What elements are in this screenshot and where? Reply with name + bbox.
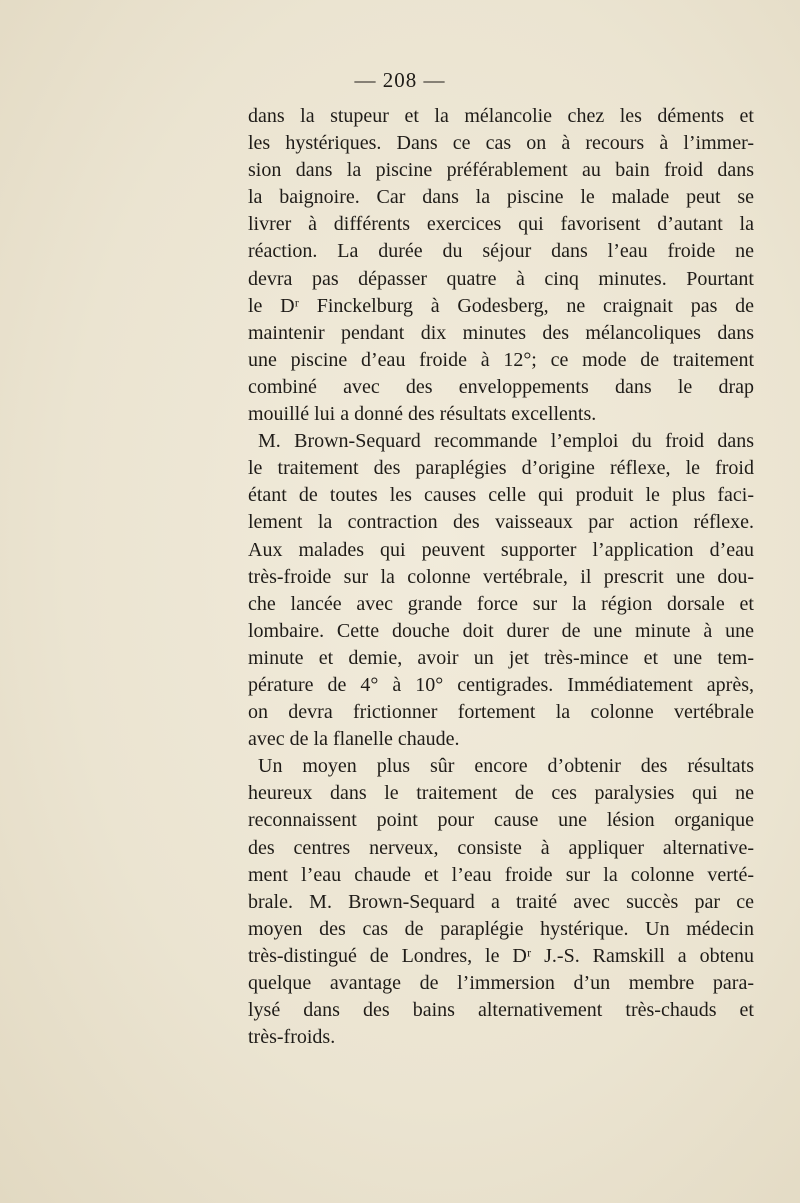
text-line: maintenir pendant dix minutes des mélancoliques dans xyxy=(248,321,754,344)
text-line: livrer à différents exercices qui favorisent d’autant la xyxy=(248,213,754,236)
text-line: des centres nerveux, consiste à appliquer alternative- xyxy=(248,836,754,859)
text-line: le Dʳ Finckelburg à Godesberg, ne craignait pas de xyxy=(248,294,754,317)
text-line: la baignoire. Car dans la piscine le malade peut se xyxy=(248,186,754,209)
text-line: minute et demie, avoir un jet très-mince et une tem- xyxy=(248,646,754,669)
text-line: moyen des cas de paraplégie hystérique. Un médecin xyxy=(248,917,754,940)
text-line: très-froide sur la colonne vertébrale, il prescrit une dou- xyxy=(248,565,754,588)
text-line: réaction. La durée du séjour dans l’eau froide ne xyxy=(248,240,754,263)
text-line: dans la stupeur et la mélancolie chez les déments et xyxy=(248,105,754,127)
text-line: les hystériques. Dans ce cas on à recours à l’immer- xyxy=(248,132,754,155)
body-text xyxy=(248,103,754,1051)
text-line: sion dans la piscine préférablement au bain froid dans xyxy=(248,159,754,182)
text-line: avec de la flanelle chaude. xyxy=(248,728,460,751)
text-line: une piscine d’eau froide à 12°; ce mode de traitement xyxy=(248,348,754,371)
text-line: lysé dans des bains alternativement très-chauds et xyxy=(248,999,754,1022)
text-line: très-distingué de Londres, le Dʳ J.-S. Ramskill a obtenu xyxy=(248,944,754,967)
text-line: reconnaissent point pour cause une lésion organique xyxy=(248,809,754,832)
text-line: lement la contraction des vaisseaux par action réflexe. xyxy=(248,511,754,534)
text-line: quelque avantage de l’immersion d’un membre para- xyxy=(248,972,754,994)
text-line: on devra frictionner fortement la colonne vertébrale xyxy=(248,701,754,724)
text-line: mouillé lui a donné des résultats excellents. xyxy=(248,403,597,426)
text-line: che lancée avec grande force sur la région dorsale et xyxy=(248,592,754,615)
text-line: M. Brown-Sequard recommande l’emploi du froid dans xyxy=(258,430,754,453)
text-line: brale. M. Brown-Sequard a traité avec succès par ce xyxy=(248,890,754,913)
text-line: combiné avec des enveloppements dans le drap xyxy=(248,375,754,398)
text-line: Un moyen plus sûr encore d’obtenir des résultats xyxy=(258,755,754,778)
text-line: le traitement des paraplégies d’origine réflexe, le froid xyxy=(248,457,754,480)
text-line: heureux dans le traitement de ces paralysies qui ne xyxy=(248,782,754,805)
text-line: très-froids. xyxy=(248,1026,336,1049)
text-line: lombaire. Cette douche doit durer de une minute à une xyxy=(248,619,754,642)
text-line: pérature de 4° à 10° centigrades. Immédiatement après, xyxy=(248,673,754,696)
text-line: devra pas dépasser quatre à cinq minutes. Pourtant xyxy=(248,267,754,290)
text-line: ment l’eau chaude et l’eau froide sur la colonne verté- xyxy=(248,863,754,886)
text-line: étant de toutes les causes celle qui produit le plus faci- xyxy=(248,484,754,507)
page-number: — 208 — xyxy=(354,68,446,92)
text-line: Aux malades qui peuvent supporter l’application d’eau xyxy=(248,538,754,561)
